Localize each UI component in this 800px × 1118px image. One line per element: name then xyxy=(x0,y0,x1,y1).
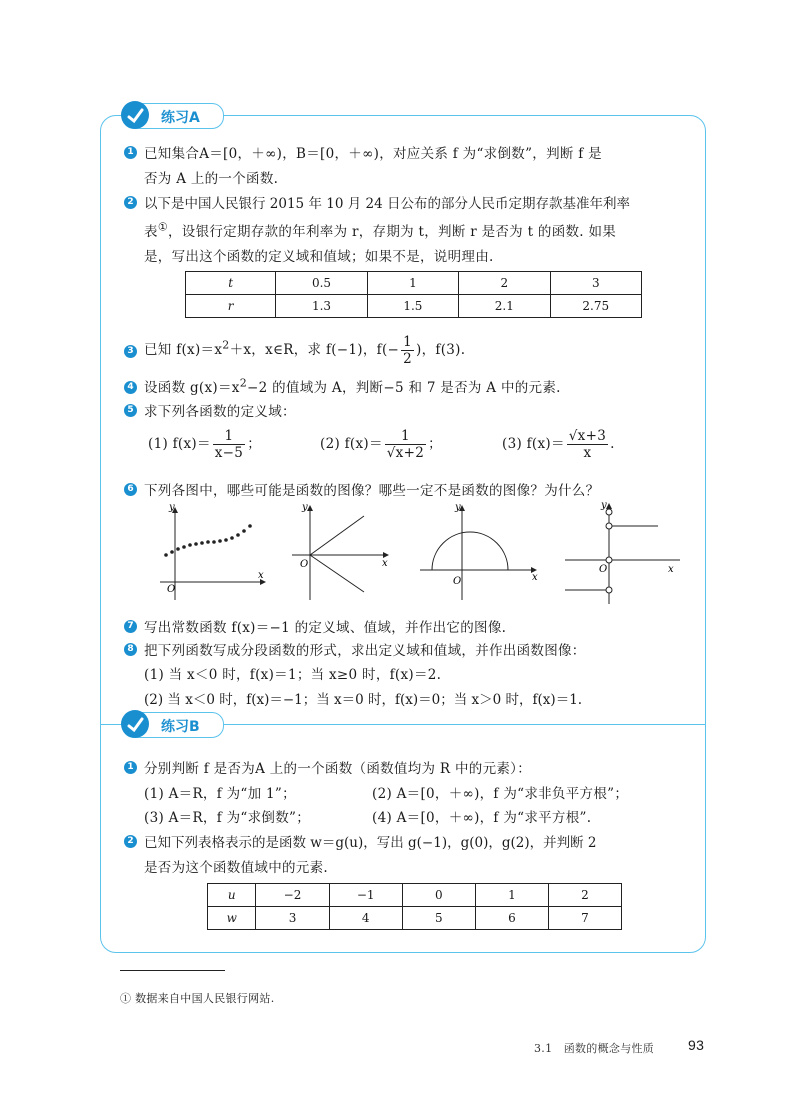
q3-fraction xyxy=(401,334,414,367)
q2-line2-rest: ，设银行定期存款的年利率为 r，存期为 t，判断 r 是否为 t 的函数. 如果 xyxy=(167,224,617,240)
q5-p2-label: (2) f(x)＝ xyxy=(320,436,383,452)
table-cell: 2.75 xyxy=(550,295,641,318)
b-q1-text: 分别判断 f 是否为A 上的一个函数（函数值均为 R 中的元素）： xyxy=(144,761,532,777)
q3-text xyxy=(144,334,465,367)
b-q1-part1: (1) A＝R，f 为“加 1”； xyxy=(144,786,296,802)
frac-numerator: 1 xyxy=(385,428,426,445)
table-row xyxy=(208,884,622,907)
q4-number: 4 xyxy=(124,381,137,394)
q6-graphs xyxy=(140,500,680,610)
frac-numerator: 1 xyxy=(403,334,413,350)
q5-part1 xyxy=(148,428,261,461)
q8-part2: (2) 当 x＜0 时，f(x)＝−1；当 x＝0 时，f(x)＝0；当 x＞0 时，f(x)＝1. xyxy=(144,692,583,708)
table-cell: 0.5 xyxy=(276,272,367,295)
axis-x-label: x xyxy=(668,564,674,575)
q4-exponent: 2 xyxy=(239,376,248,390)
q3-part-c: )，f(3). xyxy=(416,342,466,358)
graph-3-semicircle xyxy=(420,502,538,600)
table-cell: 2.1 xyxy=(459,295,550,318)
frac-denominator: √x+2 xyxy=(386,445,425,461)
axis-x-label: x xyxy=(532,572,538,583)
table-cell: 3 xyxy=(550,272,641,295)
table-cell: 1 xyxy=(367,272,458,295)
q4-part-a: 设函数 g(x)＝x xyxy=(144,380,240,396)
table-cell: 4 xyxy=(329,907,402,930)
graph-4-vertical xyxy=(565,500,680,604)
practice-a-banner xyxy=(122,103,224,129)
practice-icon xyxy=(121,710,149,738)
b-q1-number: 1 xyxy=(124,761,137,774)
table-cell: 6 xyxy=(475,907,548,930)
b-q2-line1: 已知下列表格表示的是函数 w＝g(u)，写出 g(−1)，g(0)，g(2)，并判断 2 xyxy=(144,835,597,851)
table-cell: −2 xyxy=(256,884,329,907)
frac-denominator: x−5 xyxy=(214,445,244,461)
table-cell: 5 xyxy=(402,907,475,930)
q2-line1: 以下是中国人民银行 2015 年 10 月 24 日公布的部分人民币定期存款基准年利率 xyxy=(144,196,630,212)
q5-p2-end: ； xyxy=(428,436,442,452)
axis-x-label: x xyxy=(258,570,264,581)
q4-text xyxy=(144,376,561,396)
footnote xyxy=(120,990,275,1006)
q5-p2-fraction xyxy=(385,428,426,461)
q3-part-b: ＋x，x∈R，求 f(−1)，f xyxy=(229,342,382,358)
table-cell: 2 xyxy=(459,272,550,295)
table-row xyxy=(208,907,622,930)
axis-y-label: y xyxy=(169,502,175,513)
page-number: 93 xyxy=(688,1037,705,1053)
graph-1-dotted-curve xyxy=(160,502,265,600)
q5-p3-end: . xyxy=(610,436,615,452)
q4-part-b: −2 的值域为 A，判断−5 和 7 是否为 A 中的元素. xyxy=(247,380,561,396)
table-row xyxy=(186,295,642,318)
b-q2-number: 2 xyxy=(124,835,137,848)
q8-number: 8 xyxy=(124,643,137,656)
q7-text: 写出常数函数 f(x)＝−1 的定义域、值域，并作出它的图像. xyxy=(144,620,507,636)
table-row xyxy=(186,272,642,295)
q5-p1-label: (1) f(x)＝ xyxy=(148,436,211,452)
table-cell: 1.5 xyxy=(367,295,458,318)
table-cell: u xyxy=(208,884,256,907)
axis-y-label: y xyxy=(302,502,308,513)
q1-number: 1 xyxy=(124,146,137,159)
function-table xyxy=(207,883,622,930)
frac-denominator: x xyxy=(583,445,592,461)
axis-y-label: y xyxy=(601,500,607,511)
footnote-ref[interactable]: ① xyxy=(157,220,168,234)
q1-line1: 已知集合A＝[0，＋∞)，B＝[0，＋∞)，对应关系 f 为“求倒数”，判断 f 是 xyxy=(144,146,602,162)
q5-text: 求下列各函数的定义域： xyxy=(144,404,296,420)
rate-table xyxy=(185,271,642,318)
q3-part-a: 已知 f(x)＝x xyxy=(144,342,223,358)
table-cell: r xyxy=(186,295,276,318)
table-cell: 0 xyxy=(402,884,475,907)
axis-y-label: y xyxy=(455,502,461,513)
q2-line2-start: 表 xyxy=(144,224,158,240)
table-cell: w xyxy=(208,907,256,930)
q3-paren-open: (− xyxy=(381,342,400,358)
b-q1-part3: (3) A＝R，f 为“求倒数”； xyxy=(144,810,311,826)
b-q2-line2: 是否为这个函数值域中的元素. xyxy=(144,860,328,876)
q3-exponent: 2 xyxy=(222,338,230,352)
q5-p1-end: ； xyxy=(247,436,261,452)
frac-numerator: √x+3 xyxy=(568,428,607,444)
q5-number: 5 xyxy=(124,404,137,417)
table-cell: 2 xyxy=(548,884,621,907)
axis-origin: O xyxy=(300,559,309,570)
footnote-text: 数据来自中国人民银行网站. xyxy=(135,992,275,1005)
frac-numerator: 1 xyxy=(213,428,245,445)
q6-number: 6 xyxy=(124,483,137,496)
q7-number: 7 xyxy=(124,620,137,633)
axis-x-label: x xyxy=(382,558,388,569)
q5-p1-fraction xyxy=(213,428,245,461)
frac-denominator: 2 xyxy=(403,351,413,367)
practice-b-title: 练习B xyxy=(161,719,200,735)
section-title: 3.1 函数的概念与性质 xyxy=(534,1042,655,1055)
q3-number: 3 xyxy=(124,345,137,358)
q5-p3-label: (3) f(x)＝ xyxy=(502,436,565,452)
q8-part1: (1) 当 x＜0 时，f(x)＝1；当 x≥0 时，f(x)＝2. xyxy=(144,667,442,683)
b-q1-part2: (2) A＝[0，＋∞)，f 为“求非负平方根”； xyxy=(372,786,629,802)
table-cell: 1 xyxy=(475,884,548,907)
q2-line2 xyxy=(144,220,616,240)
table-cell: t xyxy=(186,272,276,295)
practice-icon xyxy=(121,101,149,129)
table-cell: 3 xyxy=(256,907,329,930)
footnote-rule xyxy=(120,970,225,971)
graph-2-rays xyxy=(292,502,388,600)
q5-part2 xyxy=(320,428,442,461)
q5-part3 xyxy=(502,428,615,461)
q8-text: 把下列函数写成分段函数的形式，求出定义域和值域，并作出函数图像： xyxy=(144,643,586,659)
table-cell: 7 xyxy=(548,907,621,930)
practice-a-title: 练习A xyxy=(161,110,200,126)
q1-line2: 否为 A 上的一个函数. xyxy=(144,171,279,187)
table-cell: −1 xyxy=(329,884,402,907)
axis-origin: O xyxy=(167,584,176,595)
footnote-mark: ① xyxy=(120,992,132,1005)
q2-line3: 是，写出这个函数的定义域和值域；如果不是，说明理由. xyxy=(144,249,494,265)
practice-b-banner xyxy=(122,712,224,738)
b-q1-part4: (4) A＝[0，＋∞)，f 为“求平方根”. xyxy=(372,810,592,826)
q6-text: 下列各图中，哪些可能是函数的图像？哪些一定不是函数的图像？为什么？ xyxy=(144,483,600,499)
table-cell: 1.3 xyxy=(276,295,367,318)
axis-origin: O xyxy=(599,564,608,575)
axis-origin: O xyxy=(453,576,462,587)
q2-number: 2 xyxy=(124,196,137,209)
q5-p3-fraction xyxy=(567,428,608,461)
